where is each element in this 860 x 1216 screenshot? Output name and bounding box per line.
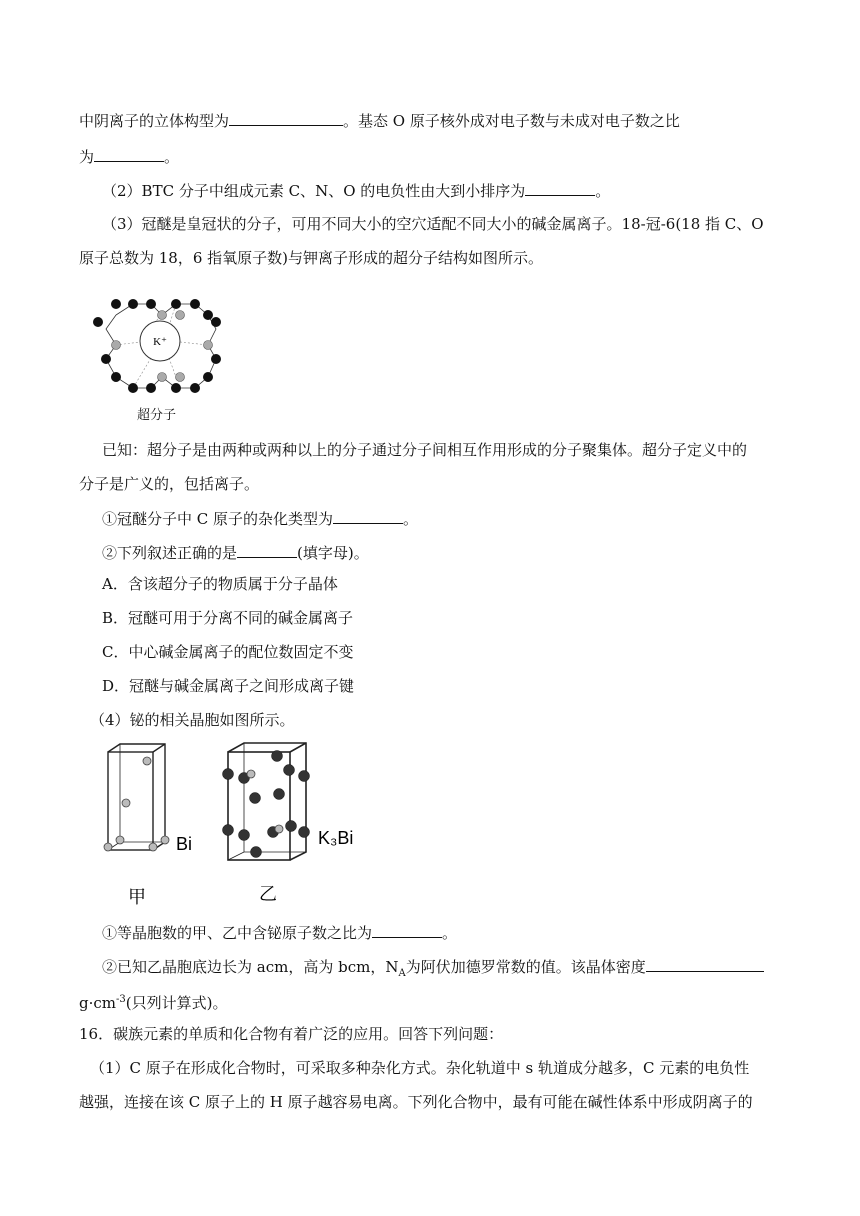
crystal-cells-diagram [96, 740, 376, 910]
question-4: （4）铋的相关晶胞如图所示。 [90, 711, 295, 729]
subquestion-1: ①冠醚分子中 C 原子的杂化类型为 。 [102, 510, 419, 528]
k3bi-label: K₃Bi [318, 828, 354, 848]
known-line-2: 分子是广义的，包括离子。 [79, 475, 260, 493]
question-16-line-2: 越强，连接在该 C 原子上的 H 原子越容易电离。下列化合物中，最有可能在碱性体系中形成阴离子的 [79, 1093, 753, 1111]
cell-yi [228, 743, 306, 860]
supramolecule-caption: 超分子 [137, 408, 177, 423]
subquestion-2: ②下列叙述正确的是 (填字母)。 [102, 544, 369, 562]
option-d: D．冠醚与碱金属离子之间形成离子键 [102, 677, 355, 695]
caption-jia: 甲 [128, 887, 146, 908]
answer-blank[interactable] [237, 542, 297, 558]
text-line-2: 为 。 [79, 148, 180, 166]
answer-blank[interactable] [333, 508, 403, 524]
text-line-1: 中阴离子的立体构型为 。基态 O 原子核外成对电子数与未成对电子数之比 [79, 112, 680, 130]
question-3-line-2: 原子总数为 18，6 指氧原子数)与钾离子形成的超分子结构如图所示。 [79, 249, 544, 267]
answer-blank[interactable] [94, 146, 164, 162]
subquestion-3: ①等晶胞数的甲、乙中含铋原子数之比为 。 [102, 924, 458, 942]
subquestion-4: ②已知乙晶胞底边长为 acm，高为 bcm，$N_A$为阿伏加德罗常数的值。该晶体密度 [102, 956, 764, 984]
answer-blank[interactable] [646, 956, 764, 972]
bi-label: Bi [176, 834, 193, 854]
answer-blank[interactable] [372, 922, 442, 938]
answer-blank[interactable] [229, 110, 343, 126]
option-b: B．冠醚可用于分离不同的碱金属离子 [102, 609, 354, 627]
question-16: 16．碳族元素的单质和化合物有着广泛的应用。回答下列问题： [79, 1025, 504, 1043]
option-c: C．中心碱金属离子的配位数固定不变 [102, 643, 354, 661]
question-16-line-1: （1）C 原子在形成化合物时，可采取多种杂化方式。杂化轨道中 s 轨道成分越多，C 元素的电负性 [90, 1059, 750, 1077]
crystal-cell-figure [96, 740, 376, 910]
known-line-1: 已知：超分子是由两种或两种以上的分子通过分子间相互作用形成的分子聚集体。超分子定义中的 [102, 441, 748, 459]
question-2: （2）BTC 分子中组成元素 C、N、O 的电负性由大到小排序为 。 [102, 182, 611, 200]
cell-jia [108, 744, 165, 850]
density-unit-line: $g\cdot cm^{-3}$(只列计算式)。 [79, 994, 228, 1012]
option-a: A．含该超分子的物质属于分子晶体 [102, 575, 338, 593]
question-3-line-1: （3）冠醚是皇冠状的分子，可用不同大小的空穴适配不同大小的碱金属离子。18-冠-6(18 指 C、O [102, 215, 764, 233]
k-ion-label: K⁺ [153, 336, 167, 348]
answer-blank[interactable] [525, 180, 595, 196]
caption-yi: 乙 [259, 884, 277, 905]
